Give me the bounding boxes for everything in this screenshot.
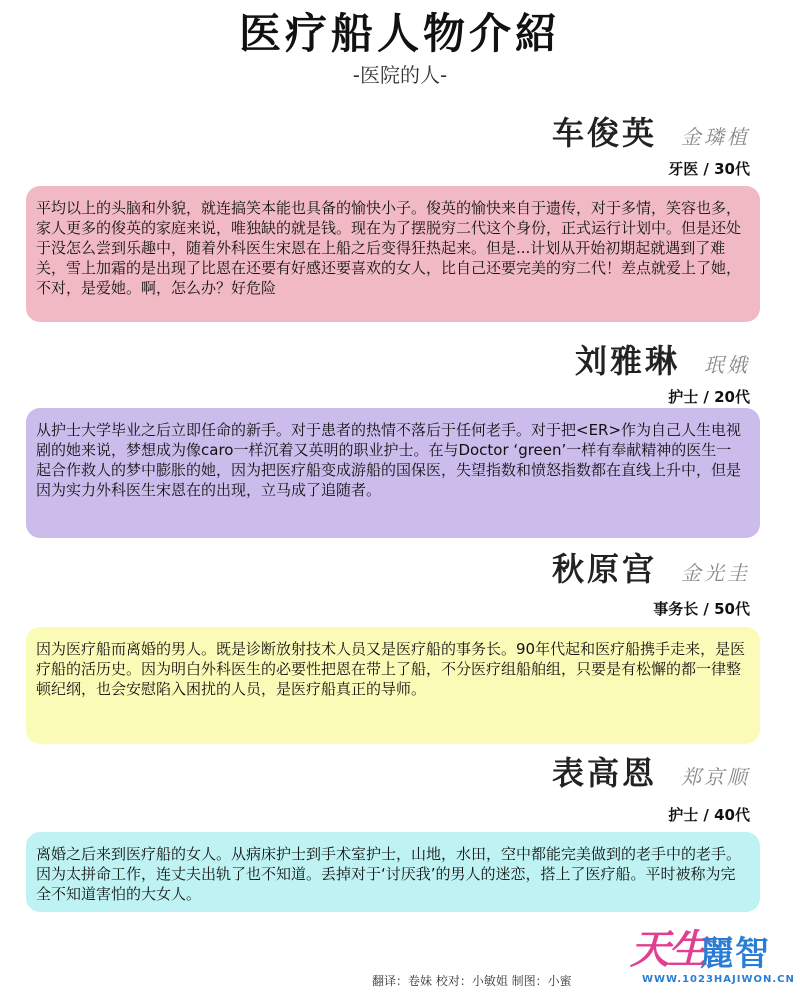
- character-description-card: [26, 832, 760, 912]
- actor-name: 郑京顺: [681, 765, 750, 789]
- actor-name: 珉娥: [704, 353, 750, 377]
- character-role: 牙医 / 30代: [668, 160, 750, 178]
- character-name: 秋原宫: [551, 550, 657, 588]
- character-description: 从护士大学毕业之后立即任命的新手。对于患者的热情不落后于任何老手。对于把<ER>作为自己人生电视剧的她来说，梦想成为像caro一样沉着又英明的职业护士。在与Doctor ‘green’一样有奉献精神的医生一起合作救人的梦中膨胀的她，因为把医疗船变成游船的国保医，失望指数和愤怒指数都在直线上升中，但是因为实力外科医生宋恩在的出现，立马成了追随者。: [36, 421, 742, 499]
- character-name-row: [575, 336, 750, 382]
- actor-name: 金光圭: [681, 561, 750, 585]
- page-subtitle: -医院的人-: [352, 63, 448, 87]
- character-name: 车俊英: [551, 114, 657, 152]
- credits: 翻译：卷妹 校对：小敏姐 制图：小蜜: [372, 974, 572, 988]
- character-description: 离婚之后来到医疗船的女人。从病床护士到手术室护士，山地，水田，空中都能完美做到的老手中的老手。因为太拼命工作，连丈夫出轨了也不知道。丢掉对于‘讨厌我’的男人的迷恋，搭上了医疗船。平时被称为完全不知道害怕的大女人。: [36, 845, 742, 903]
- character-name-row: [552, 748, 750, 794]
- character-name-row: [552, 544, 750, 590]
- character-description: 因为医疗船而离婚的男人。既是诊断放射技术人员又是医疗船的事务长。90年代起和医疗船携手走来，是医疗船的活历史。因为明白外科医生的必要性把恩在带上了船，不分医疗组船舶组，只要是有松懈的都一律整顿纪纲，也会安慰陷入困扰的人员，是医疗船真正的导师。: [36, 640, 746, 698]
- character-description-card: [26, 627, 760, 744]
- character-role: 护士 / 20代: [668, 388, 750, 406]
- actor-name: 金璘植: [681, 125, 750, 149]
- page-title: 医疗船人物介紹: [238, 9, 561, 58]
- character-role: 事务长 / 50代: [653, 600, 750, 618]
- logo-word: 麗智: [700, 934, 770, 974]
- character-name: 刘雅琳: [574, 342, 680, 380]
- character-description-card: [26, 408, 760, 538]
- character-name: 表高恩: [551, 754, 657, 792]
- character-description-card: [26, 186, 760, 322]
- character-role: 护士 / 40代: [668, 806, 750, 824]
- character-name-row: [552, 108, 750, 154]
- site-logo: [630, 918, 795, 990]
- character-description: 平均以上的头脑和外貌，就连搞笑本能也具备的愉快小子。俊英的愉快来自于遗传，对于多情，笑容也多，家人更多的俊英的家庭来说，唯独缺的就是钱。现在为了摆脱穷二代这个身份，正式运行计划中。但是还处于没怎么尝到乐趣中，随着外科医生宋恩在上船之后变得狂热起来。但是...计划从开始初期起就遇到了难关，雪上加霜的是出现了比恩在还要有好感还要喜欢的女人，比自己还要完美的穷二代！差点就爱上了她，不对，是爱她。啊，怎么办？好危险: [36, 199, 742, 297]
- logo-url: WWW.1023HAJIWON.CN: [642, 974, 795, 985]
- logo-mark: 天生: [630, 926, 706, 973]
